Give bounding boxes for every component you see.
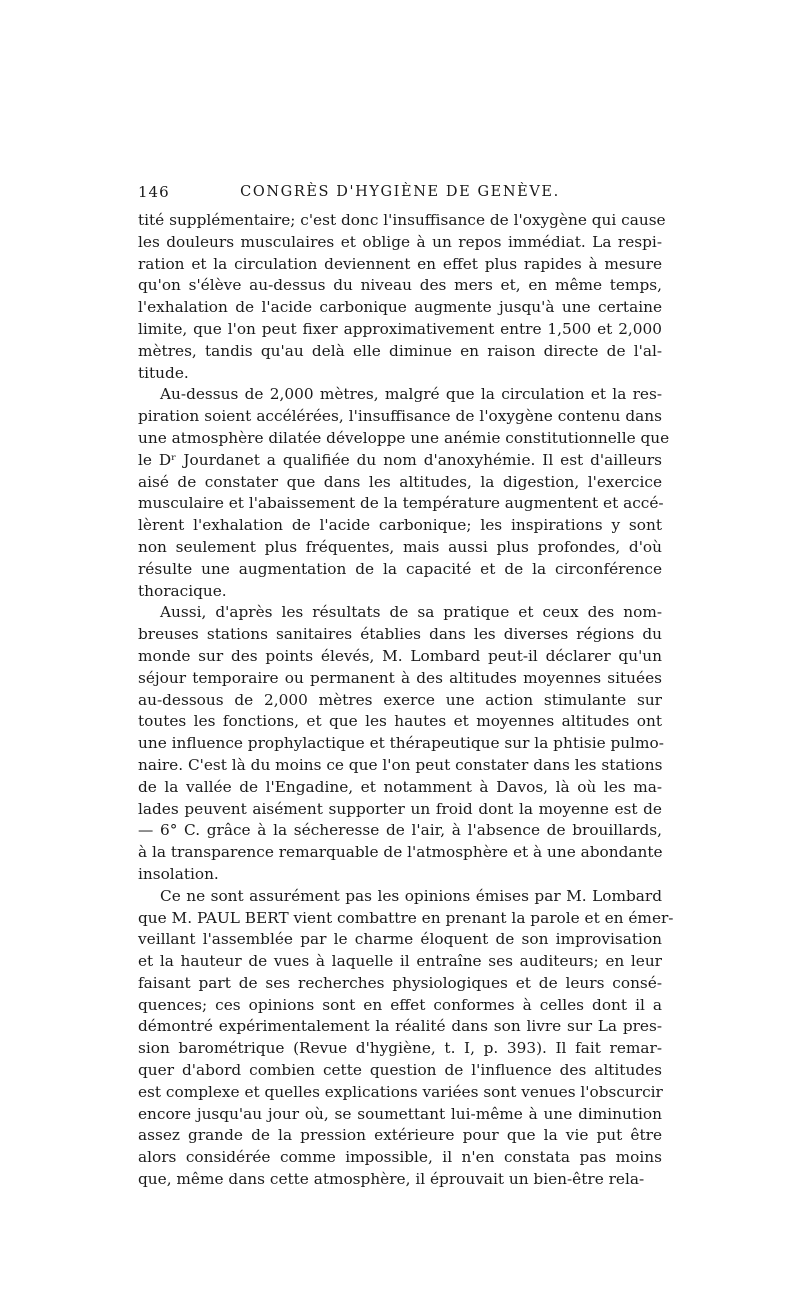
text-line: veillant l'assemblée par le charme éloquent de son improvisation bbox=[138, 930, 662, 949]
text-line: au-dessous de 2,000 mètres exerce une action stimulante sur bbox=[138, 690, 662, 709]
text-line: alors considérée comme impossible, il n'en constata pas moins bbox=[138, 1148, 662, 1167]
text-line: séjour temporaire ou permanent à des altitudes moyennes situées bbox=[138, 668, 662, 687]
body-text bbox=[138, 210, 674, 1191]
text-line: lades peuvent aisément supporter un froid dont la moyenne est de bbox=[138, 799, 662, 818]
paragraph bbox=[138, 384, 670, 602]
text-line: quences; ces opinions sont en effet conformes à celles dont il a bbox=[138, 995, 662, 1014]
text-line: non seulement plus fréquentes, mais aussi plus profondes, d'où bbox=[138, 537, 662, 556]
text-line: et la hauteur de vues à laquelle il entraîne ses auditeurs; en leur bbox=[138, 952, 662, 971]
text-line: à la transparence remarquable de l'atmosphère et à une abondante bbox=[138, 843, 663, 862]
text-line: musculaire et l'abaissement de la température augmentent et accé- bbox=[138, 494, 664, 513]
text-line: insolation. bbox=[138, 864, 219, 883]
text-line: que, même dans cette atmosphère, il éprouvait un bien-être rela- bbox=[138, 1170, 645, 1189]
text-line: toutes les fonctions, et que les hautes et moyennes altitudes ont bbox=[138, 712, 662, 731]
text-line: Ce ne sont assurément pas les opinions émises par M. Lombard bbox=[160, 886, 662, 905]
text-line: thoracique. bbox=[138, 581, 227, 600]
text-line: une atmosphère dilatée développe une anémie constitutionnelle que bbox=[138, 428, 670, 447]
text-line: l'exhalation de l'acide carbonique augmente jusqu'à une certaine bbox=[138, 298, 662, 317]
text-line: tité supplémentaire; c'est donc l'insuffisance de l'oxygène qui cause bbox=[138, 211, 666, 229]
paragraph bbox=[138, 602, 662, 885]
text-line: que M. PAUL BERT vient combattre en prenant la parole et en émer- bbox=[138, 908, 674, 927]
page-number: 146 bbox=[138, 183, 170, 201]
text-line: sion barométrique (Revue d'hygiène, t. I, p. 393). Il fait remar- bbox=[138, 1039, 662, 1058]
text-line: limite, que l'on peut fixer approximativement entre 1,500 et 2,000 bbox=[138, 319, 662, 338]
text-line: encore jusqu'au jour où, se soumettant lui-même à une diminution bbox=[138, 1104, 662, 1123]
text-line: une influence prophylactique et thérapeutique sur la phtisie pulmo- bbox=[138, 734, 664, 753]
text-line: démontré expérimentalement la réalité dans son livre sur La pres- bbox=[138, 1017, 662, 1036]
text-line: Au-dessus de 2,000 mètres, malgré que la circulation et la res- bbox=[160, 385, 662, 404]
text-line: qu'on s'élève au-dessus du niveau des mers et, en même temps, bbox=[138, 276, 662, 295]
text-line: mètres, tandis qu'au delà elle diminue en raison directe de l'al- bbox=[138, 341, 662, 360]
running-head: CONGRÈS D'HYGIÈNE DE GENÈVE. bbox=[240, 184, 560, 200]
text-line: de la vallée de l'Engadine, et notamment à Davos, là où les ma- bbox=[138, 777, 662, 796]
text-line: — 6° C. grâce à la sécheresse de l'air, à l'absence de brouillards, bbox=[138, 821, 662, 840]
text-line: ration et la circulation deviennent en effet plus rapides à mesure bbox=[138, 254, 662, 273]
paragraph bbox=[138, 886, 674, 1191]
text-line: faisant part de ses recherches physiologiques et de leurs consé- bbox=[138, 973, 662, 992]
text-line: quer d'abord combien cette question de l'influence des altitudes bbox=[138, 1061, 662, 1080]
paragraph bbox=[138, 210, 666, 384]
text-line: assez grande de la pression extérieure pour que la vie put être bbox=[138, 1126, 662, 1145]
text-line: Aussi, d'après les résultats de sa pratique et ceux des nom- bbox=[160, 603, 662, 622]
page-header bbox=[138, 180, 662, 210]
text-line: piration soient accélérées, l'insuffisance de l'oxygène contenu dans bbox=[138, 407, 662, 426]
text-line: breuses stations sanitaires établies dans les diverses régions du bbox=[138, 625, 662, 644]
text-line: résulte une augmentation de la capacité et de la circonférence bbox=[138, 559, 662, 578]
text-line: lèrent l'exhalation de l'acide carbonique; les inspirations y sont bbox=[138, 516, 662, 535]
text-line: est complexe et quelles explications variées sont venues l'obscurcir bbox=[138, 1082, 663, 1101]
book-page bbox=[138, 180, 674, 1191]
text-line: le Dʳ Jourdanet a qualifiée du nom d'anoxyhémie. Il est d'ailleurs bbox=[138, 450, 662, 469]
text-line: naire. C'est là du moins ce que l'on peut constater dans les stations bbox=[138, 755, 663, 774]
text-line: titude. bbox=[138, 363, 189, 382]
text-line: monde sur des points élevés, M. Lombard peut-il déclarer qu'un bbox=[138, 646, 662, 665]
text-line: les douleurs musculaires et oblige à un repos immédiat. La respi- bbox=[138, 232, 662, 251]
text-line: aisé de constater que dans les altitudes, la digestion, l'exercice bbox=[138, 472, 662, 491]
